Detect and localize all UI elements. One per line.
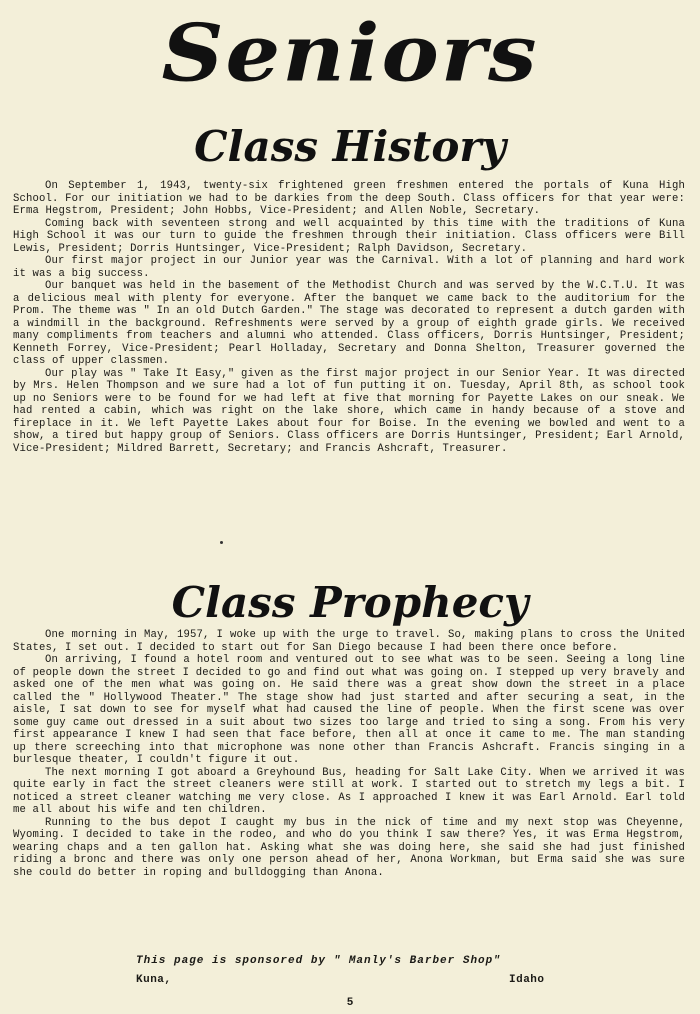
class-prophecy-text bbox=[13, 629, 685, 879]
history-paragraph: Our play was " Take It Easy," given as the first major project in our Senior Year. It was directed by Mrs. Helen Thompson and we sure had a lot of fun putting it on. Tuesday, April 8th, as school took up no Seniors were to be found for we had left at five that morning for Payette Lakes on our sneak. We had rented a cabin, which was right on the lake shore, which came in handy because of a stove and fireplace in it. We left Payette Lakes about four for Boise. In the evening we bowled and went to a show, a tired but happy group of Seniors. Class officers are Dorris Huntsinger, President; Earl Arnold, Vice-President; Mildred Barrett, Secretary; and Francis Ashcraft, Treasurer. bbox=[13, 367, 685, 455]
class-history-text bbox=[13, 180, 685, 455]
sponsor-line: This page is sponsored by " Manly's Barber Shop" bbox=[136, 955, 501, 967]
sponsor-state: Idaho bbox=[509, 974, 545, 986]
class-history-heading: Class History bbox=[194, 122, 506, 171]
prophecy-paragraph: On arriving, I found a hotel room and ventured out to see what was to be seen. Seeing a long line of people down the street I decided to go and find out what was going on. I stepped up very bravely and asked one of the men what was going on. He said there was a great show down the street in a place called the " Hollywood Theater." The stage show had just started and after securing a seat, in the aisle, I sat down to see for myself what had caused the line of people. When the first scene was over some guy came out dressed in a suit about two sizes too large and tried to sing a song. From his very first appearance I knew I had seen that face before, then all at once it came to me. The man standing up there screeching into that microphone was none other than Francis Ashcraft. Francis singing in a burlesque theater, I couldn't figure it out. bbox=[13, 654, 685, 766]
prophecy-paragraph: The next morning I got aboard a Greyhound Bus, heading for Salt Lake City. When we arrived it was quite early in fact the street cleaners were still at work. I started out to stretch my legs a bit. I noticed a street cleaner watching me very close. As I approached I knew it was Earl Arnold. Earl told me all about his wife and ten children. bbox=[13, 766, 685, 816]
page-title: Seniors bbox=[161, 7, 539, 100]
history-paragraph: On September 1, 1943, twenty-six frightened green freshmen entered the portals of Kuna High School. For our initiation we had to be darkies from the deep South. Class officers for that year were: Erma Hegstrom, President; John Hobbs, Vice-President; and Allen Noble, Secretary. bbox=[13, 180, 685, 217]
history-paragraph: Coming back with seventeen strong and well acquainted by this time with the traditions of Kuna High School it was our turn to guide the freshmen through their initiation. Class officers were Bill Lewis, President; Dorris Huntsinger, Vice-President; Ralph Davidson, Secretary. bbox=[13, 217, 685, 255]
sponsor-city: Kuna, bbox=[136, 974, 172, 986]
prophecy-paragraph: Running to the bus depot I caught my bus in the nick of time and my next stop was Cheyenne, Wyoming. I decided to take in the rodeo, and who do you think I saw there? Yes, it was Erma Hegstrom, wearing chaps and a ten gallon hat. Asking what she was doing here, she said she had just finished riding a bronc and there was only one person ahead of her, Anona Workman, but Erma said she was sure she could do better in roping and bulldogging than Anona. bbox=[13, 816, 685, 879]
class-prophecy-heading: Class Prophecy bbox=[171, 578, 529, 627]
history-paragraph: Our banquet was held in the basement of the Methodist Church and was served by the W.C.T.U. It was a delicious meal with plenty for everyone. After the banquet we came back to the auditorium for the Prom. The theme was " In an old Dutch Garden." The stage was decorated to represent a dutch garden with a windmill in the background. Refreshments were served by a group of eighth grade girls. We received many compliments from teachers and alumni who attended. Class officers, Dorris Huntsinger, President; Kenneth Forrey, Vice-President; Pearl Holladay, Secretary and Donna Shelton, Treasurer governed the class of upper classmen. bbox=[13, 280, 685, 367]
prophecy-paragraph: One morning in May, 1957, I woke up with the urge to travel. So, making plans to cross the United States, I set out. I decided to start out for San Diego because I had been there once before. bbox=[13, 629, 685, 654]
ink-dot bbox=[220, 541, 223, 544]
history-paragraph: Our first major project in our Junior year was the Carnival. With a lot of planning and hard work it was a big success. bbox=[13, 255, 685, 280]
page-number: 5 bbox=[346, 997, 354, 1009]
